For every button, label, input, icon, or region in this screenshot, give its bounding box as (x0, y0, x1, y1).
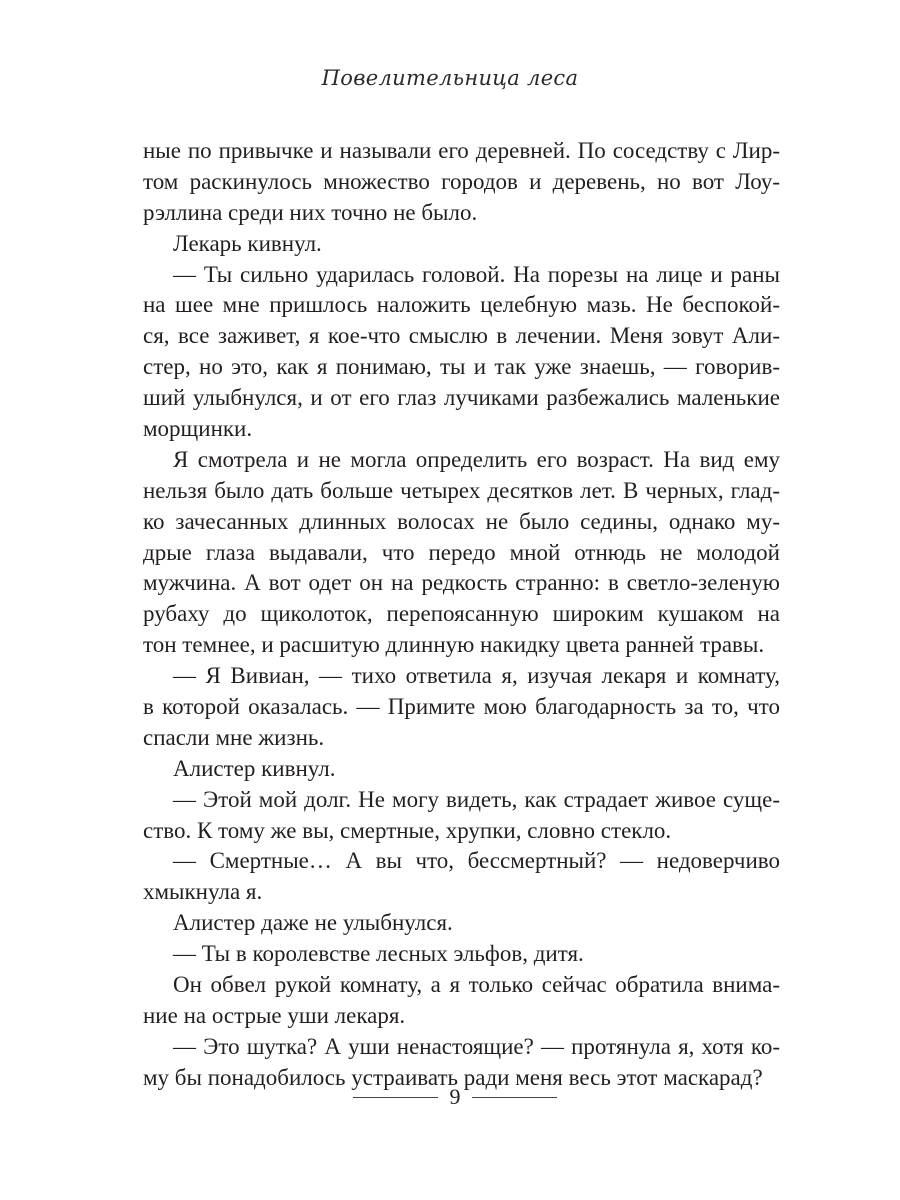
text-line: нельзя было дать больше четырех десятков лет. В черных, глад- (143, 477, 780, 503)
text-line: спасли мне жизнь. (143, 724, 325, 750)
text-line: ко зачесанных длинных волосах не было седины, однако му- (143, 508, 780, 534)
footer-rule-right (472, 1097, 557, 1098)
text-line: ние на острые уши лекаря. (143, 1002, 406, 1028)
text-line: дрые глаза выдавали, что передо мной отнюдь не молодой (143, 539, 780, 565)
text-line: рэллина среди них точно не было. (143, 199, 478, 225)
paragraph (143, 970, 780, 1032)
page-footer (0, 1084, 900, 1110)
text-line: — Этой мой долг. Не могу видеть, как страдает живое суще- (173, 786, 780, 812)
paragraph (143, 229, 780, 260)
text-line: хмыкнула я. (143, 879, 263, 905)
text-line: Алистер кивнул. (173, 755, 336, 781)
text-line: Я смотрела и не могла определить его возраст. На вид ему (173, 446, 780, 472)
text-line: ные по привычке и называли его деревней. По соседству с Лир- (143, 138, 780, 163)
paragraph (143, 846, 780, 908)
page-number: 9 (449, 1084, 461, 1109)
paragraph (143, 136, 780, 229)
text-line: Он обвел рукой комнату, а я только сейчас обратила внима- (173, 972, 780, 998)
text-line: — Ты в королевстве лесных эльфов, дитя. (173, 941, 584, 967)
text-line: ся, все заживет, я кое-что смыслю в лечении. Меня зовут Али- (143, 323, 780, 349)
text-line: морщинки. (143, 416, 253, 442)
paragraph (143, 445, 780, 661)
text-line: рубаху до щиколоток, перепоясанную широким кушаком на (143, 601, 780, 627)
text-line: стер, но это, как я понимаю, ты и так уже знаешь, — говорив- (143, 354, 780, 380)
text-line: — Смертные… А вы что, бессмертный? — недоверчиво (173, 848, 780, 874)
paragraph (143, 754, 780, 785)
footer-rule-left (353, 1097, 438, 1098)
text-line: Алистер даже не улыбнулся. (173, 910, 453, 936)
text-line: на шее мне пришлось наложить целебную мазь. Не беспокой- (143, 292, 780, 318)
text-line: — Ты сильно ударилась головой. На порезы на лице и раны (173, 261, 780, 287)
running-header: Повелительница леса (321, 66, 579, 90)
paragraph (143, 785, 780, 847)
text-line: — Это шутка? А уши ненастоящие? — протянула я, хотя ко- (173, 1033, 780, 1059)
paragraph (143, 908, 780, 939)
paragraph (143, 260, 780, 445)
text-line: ство. К тому же вы, смертные, хрупки, словно стекло. (143, 817, 672, 843)
text-line: ший улыбнулся, и от его глаз лучиками разбежались маленькие (143, 385, 780, 411)
text-line: Лекарь кивнул. (173, 230, 322, 256)
text-line: — Я Вивиан, — тихо ответила я, изучая лекаря и комнату, (173, 663, 780, 689)
text-line: му бы понадобилось устраивать ради меня весь этот маскарад? (143, 1064, 763, 1090)
text-line: тон темнее, и расшитую длинную накидку цвета ранней травы. (143, 632, 765, 658)
paragraph (143, 939, 780, 970)
text-line: том раскинулось множество городов и деревень, но вот Лоу- (143, 168, 780, 194)
paragraph (143, 661, 780, 754)
body-text (143, 136, 780, 1094)
text-line: в которой оказалась. — Примите мою благодарность за то, что (143, 694, 780, 720)
text-line: мужчина. А вот одет он на редкость странно: в светло-зеленую (143, 570, 780, 596)
